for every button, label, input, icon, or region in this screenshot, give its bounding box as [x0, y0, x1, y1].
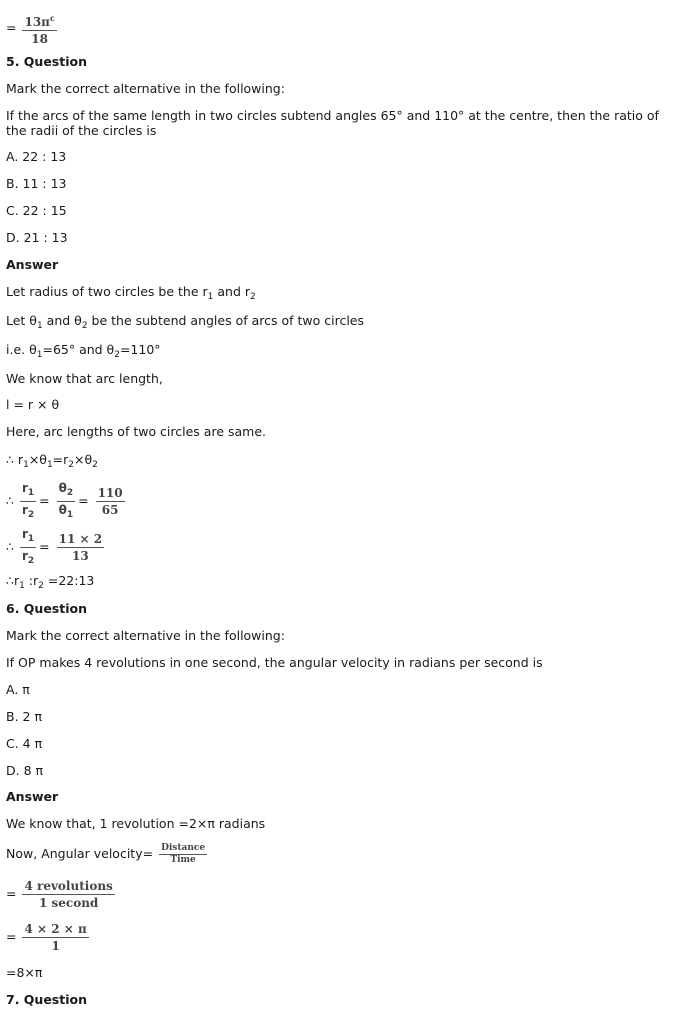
option-c: C. 22 : 15	[6, 203, 67, 218]
option-b: B. 11 : 13	[6, 176, 67, 191]
solution-step: =8×π	[6, 965, 43, 980]
answer-label: Answer	[6, 789, 59, 804]
fraction: $\frac{4 \times 2 \times \pi}{1}$	[24, 922, 87, 953]
fraction: $\frac{\text{4 revolutions}}{\text{1 second}}$	[24, 879, 113, 910]
top-fraction	[22, 10, 56, 47]
fraction-denominator: 18	[31, 32, 48, 46]
question-title: 7. Question	[6, 992, 87, 1007]
fraction: $\frac{\text{Distance}}{\text{Time}}$	[161, 843, 206, 865]
solution-step: = $\frac{4 \times 2 \times \pi}{1}$	[6, 922, 87, 953]
fraction: $\frac{r_1}{r_2}$	[21, 527, 35, 566]
solution-step: Let radius of two circles be the $r_1$ and $r_2$	[6, 284, 256, 302]
option-a: A. π	[6, 682, 30, 697]
fraction: $\frac{110}{65}$	[97, 486, 123, 517]
question-text: If OP makes 4 revolutions in one second, the angular velocity in radians per second is	[6, 655, 543, 670]
option-b: B. 2 π	[6, 709, 42, 724]
fraction: $\frac{\theta_2}{\theta_1}$	[58, 481, 74, 520]
solution-step: l = r × θ	[6, 397, 60, 412]
option-d: D. 8 π	[6, 763, 44, 778]
solution-step: Let $\theta_1$ and $\theta_2$ be the subtend angles of arcs of two circles	[6, 313, 365, 331]
fraction-numerator: 13π	[24, 15, 50, 29]
option-d: D. 21 : 13	[6, 230, 68, 245]
solution-step: We know that, 1 revolution =2×π radians	[6, 816, 266, 831]
answer-label: Answer	[6, 257, 59, 272]
solution-step: We know that arc length,	[6, 371, 163, 386]
equals-sign: =	[6, 20, 17, 35]
option-a: A. 22 : 13	[6, 149, 67, 164]
solution-step: ∴ $r_1\times\theta_1=r_2\times\theta_2$	[6, 452, 98, 470]
fraction-superscript: c	[49, 13, 55, 23]
angular-velocity-formula: Now, Angular velocity= $\frac{\text{Distance}}{\text{Time}}$	[6, 843, 206, 865]
question-text: If the arcs of the same length in two circles subtend angles 65° and 110° at the centre, then the ratio of the radii of the circles is	[6, 108, 659, 138]
question-instruction: Mark the correct alternative in the following:	[6, 628, 285, 643]
solution-step: i.e. $\theta_1=65^\circ$ and $\theta_2=110^\circ$	[6, 342, 161, 360]
question-instruction: Mark the correct alternative in the following:	[6, 81, 285, 96]
fraction: $\frac{r_1}{r_2}$	[21, 481, 35, 520]
fraction: $\frac{11 \times 2}{13}$	[58, 532, 103, 563]
final-ratio: $\therefore r_1$ $:r_2$ =22:13	[6, 573, 95, 591]
ratio-equation: ∴ $\frac{r_1}{r_2}$ = $\frac{\theta_2}{\theta_1}$ = $\frac{110}{65}$	[6, 480, 127, 523]
solution-step: = $\frac{\text{4 revolutions}}{\text{1 second}}$	[6, 879, 113, 910]
solution-step: Here, arc lengths of two circles are same.	[6, 424, 266, 439]
option-c: C. 4 π	[6, 736, 43, 751]
top-fraction-line	[6, 10, 59, 47]
question-title: 6. Question	[6, 601, 87, 616]
question-title: 5. Question	[6, 54, 87, 69]
ratio-equation: ∴ $\frac{r_1}{r_2}$ = $\frac{11 \times 2}{13}$	[6, 526, 106, 569]
